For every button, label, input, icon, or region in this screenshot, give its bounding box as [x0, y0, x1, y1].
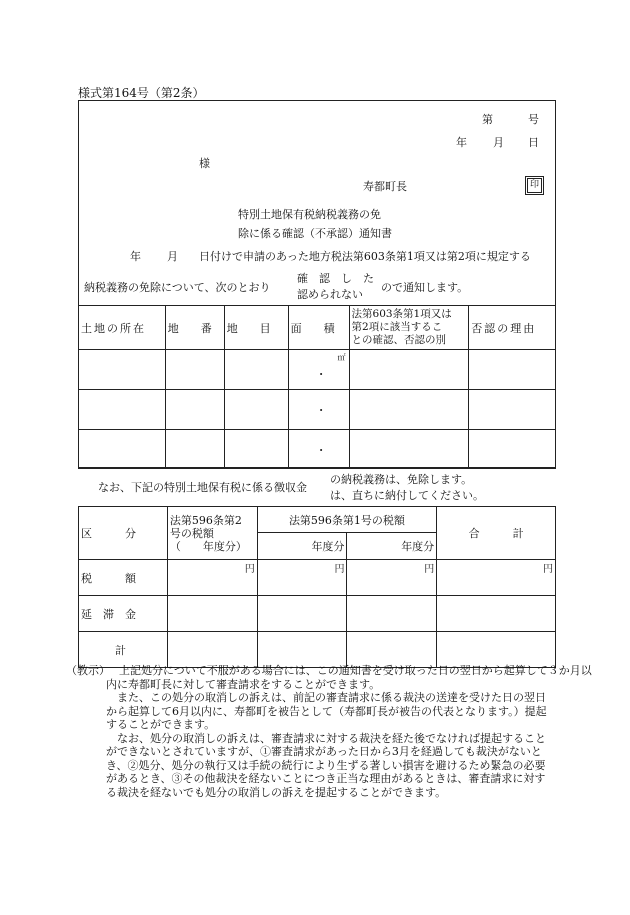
instruction-p1-text: 上記処分について不服がある場合には、この通知書を受け取った日の翌日から起算して３か月以内に寿都町長に対して審査請求をすることができます。 — [106, 664, 592, 691]
header-confirmation-l3: との確認、否認の別 — [351, 334, 447, 346]
tax-table — [78, 506, 556, 668]
header-total: 合 計 — [437, 507, 556, 560]
header-location: 土地の所在 — [79, 306, 166, 350]
header-596-1: 法第596条第1号の税額 — [257, 507, 437, 533]
instruction-label: （教示） — [66, 664, 105, 677]
addressee-suffix: 様 — [199, 157, 210, 170]
area-cell — [288, 350, 349, 390]
header-area: 面 積 — [288, 306, 349, 350]
decimal-dot: ・ — [315, 404, 327, 417]
issuer-name: 寿都町長 — [363, 180, 407, 193]
title-line-1: 特別土地保有税納税義務の免 — [238, 208, 381, 221]
header-596-2-l1: 法第596条第2 — [169, 513, 242, 527]
land-table — [78, 305, 556, 469]
table-row — [79, 390, 556, 430]
seal-mark: 印 — [527, 178, 542, 193]
table-row — [79, 632, 556, 668]
table-row — [79, 560, 556, 596]
date-year: 年 — [456, 136, 467, 149]
row-late-fee: 延 滞 金 — [79, 596, 168, 632]
area-cell — [288, 430, 349, 469]
header-category: 区 分 — [79, 507, 168, 560]
header-596-2 — [167, 507, 257, 560]
yen-unit: 円 — [167, 560, 257, 596]
doc-number-label: 第 — [482, 113, 493, 126]
header-land-category: 地 目 — [224, 306, 288, 350]
yen-unit: 円 — [437, 560, 556, 596]
instruction-p2: また、この処分の取消しの訴えは、前記の審査請求に係る裁決の送達を受けた日の翌日から起算して6月以内に、寿都町を被告として（寿都町長が被告の代表となります。）提起することができます。 — [106, 691, 547, 731]
header-denial-reason: 否認の理由 — [469, 306, 556, 350]
date-month: 月 — [493, 136, 504, 149]
header-confirmation-l2: 第2項に該当するこ — [351, 321, 443, 333]
choice-confirmed: 確 認 し た — [297, 272, 374, 285]
header-596-2-l3: （ 年度分） — [169, 539, 247, 553]
header-lot-number: 地 番 — [165, 306, 224, 350]
header-confirmation — [349, 306, 469, 350]
body-line-2-post: ので通知します。 — [381, 281, 469, 294]
choice-not-approved: 認められない — [297, 288, 363, 301]
header-596-2-l2: 号の税額 — [169, 526, 214, 540]
yen-unit: 円 — [347, 560, 437, 596]
notice-option-pay: は、直ちに納付してください。 — [330, 489, 484, 502]
row-tax-amount: 税 額 — [79, 560, 168, 596]
land-table-header — [79, 306, 556, 350]
header-fiscal-year-1: 年度分 — [257, 533, 347, 560]
body-line-1: 日付けで申請のあった地方税法第603条第1項又は第2項に規定する — [199, 250, 531, 263]
instruction-p3: なお、処分の取消しの訴えは、審査請求に対する裁決を経た後でなければ提起することができないとされていますが、①審査請求があった日から3月を経過しても裁決がないとき、②処分、処分の執行又は手続の続行により生ずる著しい損害を避けるため緊急の必要があるとき、③その他裁決を経ないことにつき正当な理由があるときは、審査請求に対する裁決を経ないでも処分の取消しの訴えを提起することができます。 — [106, 731, 546, 799]
body-month: 月 — [167, 250, 178, 263]
instruction-p1 — [66, 664, 596, 691]
body-line-2-pre: 納税義務の免除について、次のとおり — [84, 281, 271, 294]
header-fiscal-year-2: 年度分 — [347, 533, 437, 560]
notice-pre: なお、下記の特別土地保有税に係る徴収金 — [98, 481, 307, 494]
table-row — [79, 596, 556, 632]
row-total: 計 — [79, 632, 168, 668]
unit-sqm: ㎡ — [337, 353, 346, 362]
body-year: 年 — [130, 250, 141, 263]
instruction — [66, 664, 592, 799]
doc-number-suffix: 号 — [528, 113, 539, 126]
decimal-dot: ・ — [315, 368, 327, 381]
table-row — [79, 350, 556, 390]
yen-unit: 円 — [257, 560, 347, 596]
form-number: 様式第164号（第2条） — [78, 86, 205, 100]
area-cell — [288, 390, 349, 430]
notice-option-exempt: の納税義務は、免除します。 — [330, 473, 473, 486]
tax-table-header-1 — [79, 507, 556, 533]
date-day: 日 — [528, 136, 539, 149]
decimal-dot: ・ — [315, 444, 327, 457]
table-row — [79, 430, 556, 469]
title-line-2: 除に係る確認（不承認）通知書 — [238, 227, 392, 240]
header-confirmation-l1: 法第603条第1項又は — [351, 308, 452, 320]
